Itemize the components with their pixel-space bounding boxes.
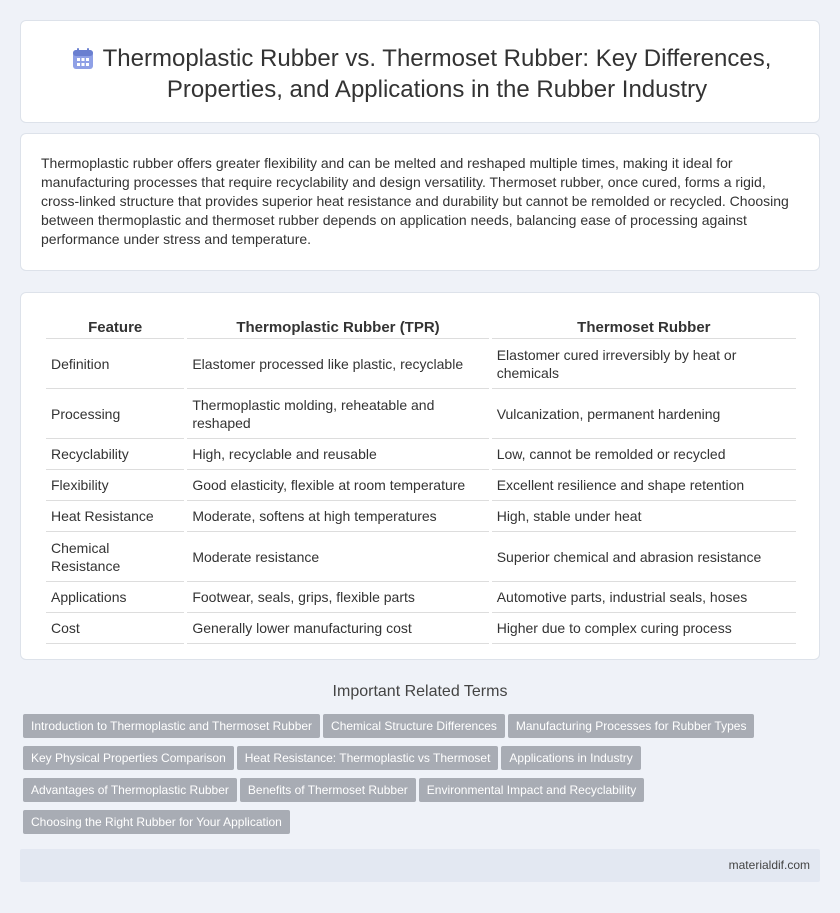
table-cell: Cost [46, 613, 184, 644]
intro-card [20, 133, 820, 271]
table-cell: Automotive parts, industrial seals, hoses [492, 582, 796, 613]
footer-site-link[interactable]: materialdif.com [728, 858, 810, 872]
table-row [46, 470, 796, 501]
table-cell: Flexibility [46, 470, 184, 501]
table-cell: Excellent resilience and shape retention [492, 470, 796, 501]
table-cell: Recyclability [46, 439, 184, 470]
related-term-tag[interactable]: Advantages of Thermoplastic Rubber [23, 778, 237, 802]
related-term-tag[interactable]: Choosing the Right Rubber for Your Application [23, 810, 290, 834]
related-term-tag[interactable]: Environmental Impact and Recyclability [419, 778, 644, 802]
comparison-table-card [20, 292, 820, 660]
table-cell: Higher due to complex curing process [492, 613, 796, 644]
table-cell: Applications [46, 582, 184, 613]
table-cell: Good elasticity, flexible at room temperature [187, 470, 488, 501]
table-cell: Heat Resistance [46, 501, 184, 532]
header-thermoset: Thermoset Rubber [492, 315, 796, 339]
table-row [46, 501, 796, 532]
table-row [46, 613, 796, 644]
related-term-tag[interactable]: Manufacturing Processes for Rubber Types [508, 714, 755, 738]
table-cell: Definition [46, 339, 184, 389]
table-cell: Moderate, softens at high temperatures [187, 501, 488, 532]
table-row [46, 582, 796, 613]
table-row [46, 439, 796, 470]
table-cell: Moderate resistance [187, 532, 488, 582]
page-title: Thermoplastic Rubber vs. Thermoset Rubber: Key Differences, Properties, and Applications in the Rubber Industry [102, 45, 772, 103]
footer [20, 849, 820, 882]
table-cell: Elastomer processed like plastic, recyclable [187, 339, 488, 389]
related-term-tag[interactable]: Applications in Industry [501, 746, 640, 770]
title-card [20, 20, 820, 123]
table-row [46, 389, 796, 439]
related-term-tag[interactable]: Benefits of Thermoset Rubber [240, 778, 416, 802]
header-thermoplastic: Thermoplastic Rubber (TPR) [187, 315, 488, 339]
related-terms-heading: Important Related Terms [332, 683, 508, 700]
table-row [46, 339, 796, 389]
related-term-tag[interactable]: Heat Resistance: Thermoplastic vs Thermoset [237, 746, 499, 770]
related-term-tag[interactable]: Introduction to Thermoplastic and Thermoset Rubber [23, 714, 320, 738]
table-cell: High, stable under heat [492, 501, 796, 532]
table-cell: Processing [46, 389, 184, 439]
table-cell: Vulcanization, permanent hardening [492, 389, 796, 439]
table-cell: Low, cannot be remolded or recycled [492, 439, 796, 470]
table-cell: Superior chemical and abrasion resistance [492, 532, 796, 582]
table-cell: Thermoplastic molding, reheatable and reshaped [187, 389, 488, 439]
comparison-table [43, 315, 799, 644]
intro-paragraph: Thermoplastic rubber offers greater flexibility and can be melted and reshaped multiple times, making it ideal for manufacturing processes that require recyclability and design versatility. Thermoset rubber, once cured, forms a rigid, cross-linked structure that provides superior heat resistance and durability but cannot be remolded or recycled. Choosing between thermoplastic and thermoset rubber depends on application needs, balancing ease of processing against performance under stress and temperature. [41, 155, 789, 247]
table-row [46, 532, 796, 582]
table-cell: High, recyclable and reusable [187, 439, 488, 470]
related-terms-list [23, 714, 783, 842]
related-term-tag[interactable]: Chemical Structure Differences [323, 714, 505, 738]
table-cell: Chemical Resistance [46, 532, 184, 582]
table-cell: Generally lower manufacturing cost [187, 613, 488, 644]
table-cell: Elastomer cured irreversibly by heat or chemicals [492, 339, 796, 389]
header-feature: Feature [46, 315, 184, 339]
table-header-row [46, 315, 796, 339]
related-term-tag[interactable]: Key Physical Properties Comparison [23, 746, 234, 770]
table-cell: Footwear, seals, grips, flexible parts [187, 582, 488, 613]
